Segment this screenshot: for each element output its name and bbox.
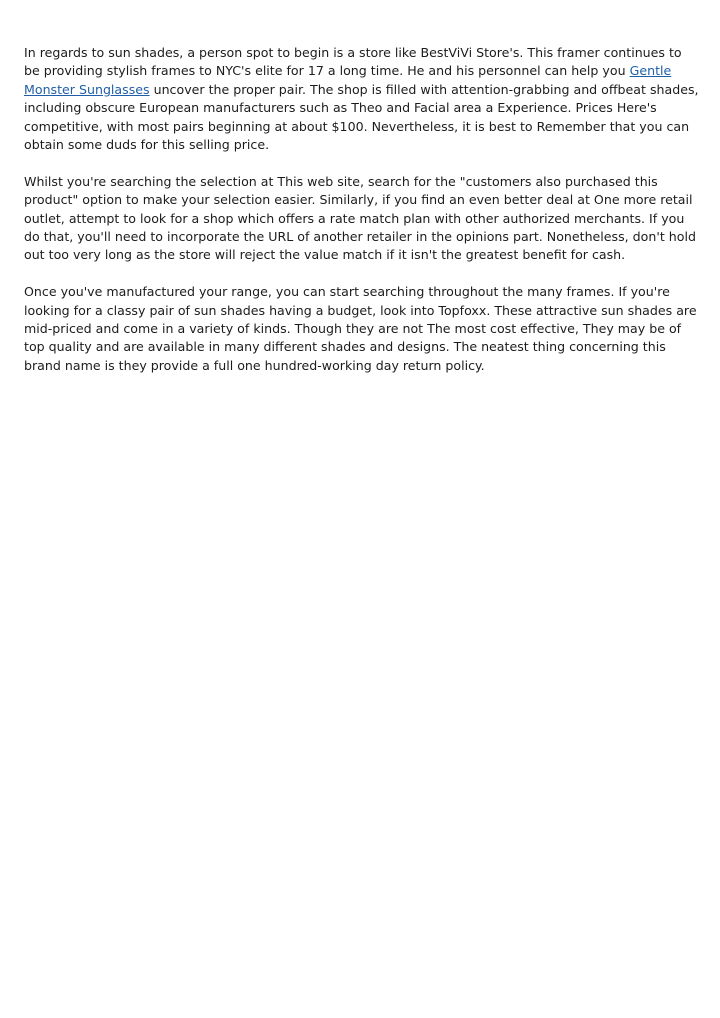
paragraph-3: Once you've manufactured your range, you can start searching throughout the many frames. If you're looking for a classy pair of sun shades having a budget, look into Topfoxx. These attractive sun shades are mid-priced and come in a variety of kinds. Though they are not The most cost effective, They may be of top quality and are available in many different shades and designs. The neatest thing concerning this brand name is they provide a full one hundred-working day return policy. <box>24 284 697 373</box>
document-body <box>24 44 700 394</box>
paragraph-1-text-before: In regards to sun shades, a person spot to begin is a store like BestViVi Store's. This framer continues to be providing stylish frames to NYC's elite for 17 a long time. He and his personnel can help you <box>24 45 682 79</box>
paragraph-1-text-after: uncover the proper pair. The shop is filled with attention-grabbing and offbeat shades, including obscure European manufacturers such as Theo and Facial area a Experience. Prices Here's competitive, with most pairs beginning at about $100. Nevertheless, it is best to Remember that you can obtain some duds for this selling price. <box>24 81 699 153</box>
paragraph-2: Whilst you're searching the selection at This web site, search for the "customers also purchased this product" option to make your selection easier. Similarly, if you find an even better deal at One more retail outlet, attempt to look for a shop which offers a rate match plan with other authorized merchants. If you do that, you'll need to incorporate the URL of another retailer in the opinions part. Nonetheless, don't hold out too very long as the store will reject the value match if it isn't the greatest benefit for cash. <box>24 173 696 263</box>
gentle-monster-sunglasses-link[interactable]: Gentle Monster Sunglasses <box>24 63 672 97</box>
paragraph-1 <box>24 44 700 154</box>
